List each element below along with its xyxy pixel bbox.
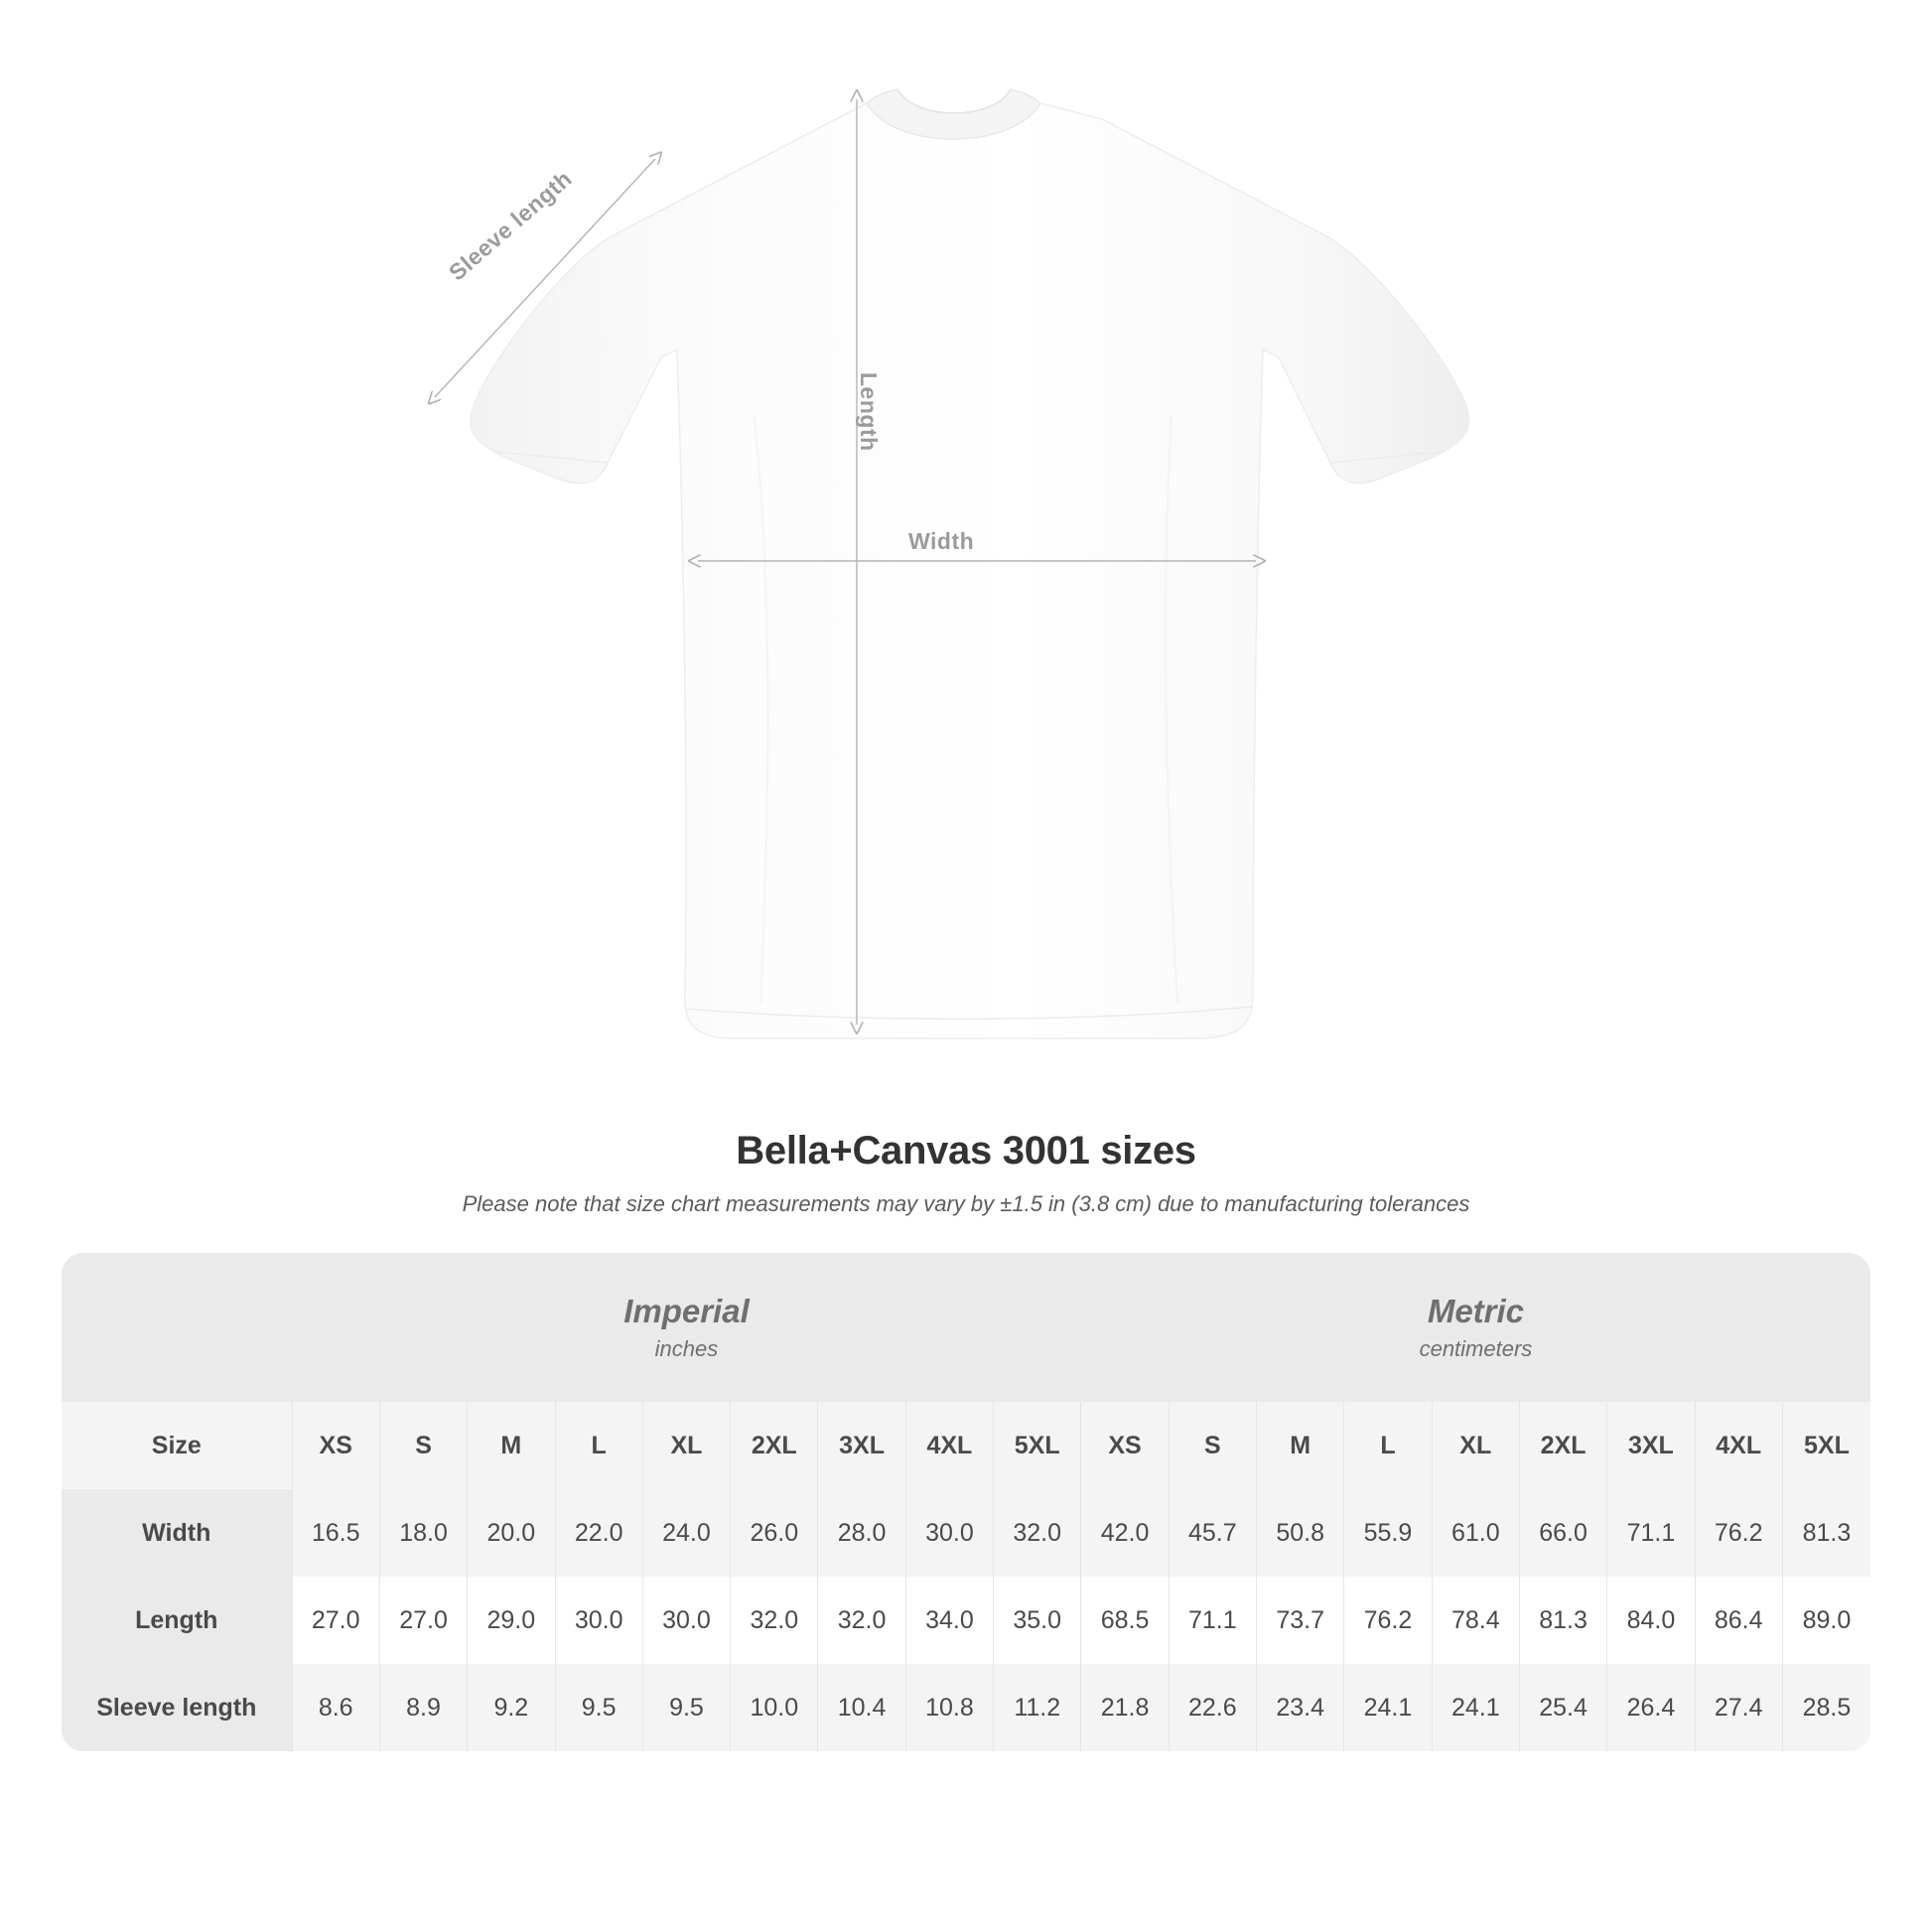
width-5xl-imp: 32.0 [994, 1489, 1081, 1577]
width-4xl-imp: 30.0 [905, 1489, 993, 1577]
size-header-2xl-imp: 2XL [731, 1402, 818, 1489]
sleeve-3xl-met: 26.4 [1607, 1664, 1695, 1751]
sleeve-4xl-imp: 10.8 [905, 1664, 993, 1751]
size-header-3xl-met: 3XL [1607, 1402, 1695, 1489]
size-header-l-imp: L [555, 1402, 642, 1489]
length-5xl-met: 89.0 [1782, 1577, 1870, 1664]
unit-metric-name: Metric [1427, 1293, 1525, 1330]
sleeve-m-met: 23.4 [1257, 1664, 1344, 1751]
sleeve-s-imp: 8.9 [379, 1664, 467, 1751]
row-label-length: Length [135, 1605, 218, 1634]
length-s-met: 71.1 [1169, 1577, 1256, 1664]
width-xs-imp: 16.5 [292, 1489, 379, 1577]
width-m-imp: 20.0 [468, 1489, 555, 1577]
size-header-4xl-met: 4XL [1695, 1402, 1782, 1489]
width-xl-met: 61.0 [1432, 1489, 1519, 1577]
length-4xl-met: 86.4 [1695, 1577, 1782, 1664]
unit-metric-sub: centimeters [1419, 1335, 1533, 1361]
width-2xl-met: 66.0 [1519, 1489, 1606, 1577]
size-header-m-met: M [1257, 1402, 1344, 1489]
width-5xl-met: 81.3 [1782, 1489, 1870, 1577]
length-xl-met: 78.4 [1432, 1577, 1519, 1664]
length-xl-imp: 30.0 [642, 1577, 730, 1664]
unit-imperial-name: Imperial [623, 1293, 750, 1330]
length-5xl-imp: 35.0 [994, 1577, 1081, 1664]
length-m-imp: 29.0 [468, 1577, 555, 1664]
sleeve-3xl-imp: 10.4 [818, 1664, 905, 1751]
unit-imperial [292, 1253, 1081, 1402]
size-header-xl-met: XL [1432, 1402, 1519, 1489]
width-l-imp: 22.0 [555, 1489, 642, 1577]
size-header-2xl-met: 2XL [1519, 1402, 1606, 1489]
unit-metric [1081, 1253, 1870, 1402]
sleeve-5xl-imp: 11.2 [994, 1664, 1081, 1751]
sleeve-2xl-met: 25.4 [1519, 1664, 1606, 1751]
table-row [62, 1489, 1870, 1577]
width-label: Width [908, 528, 975, 554]
size-header-3xl-imp: 3XL [818, 1402, 905, 1489]
length-s-imp: 27.0 [379, 1577, 467, 1664]
length-l-imp: 30.0 [555, 1577, 642, 1664]
width-l-met: 55.9 [1344, 1489, 1432, 1577]
length-3xl-met: 84.0 [1607, 1577, 1695, 1664]
row-label-width: Width [142, 1518, 211, 1547]
length-2xl-imp: 32.0 [731, 1577, 818, 1664]
sleeve-xl-met: 24.1 [1432, 1664, 1519, 1751]
size-header-5xl-imp: 5XL [994, 1402, 1081, 1489]
sleeve-xs-met: 21.8 [1081, 1664, 1169, 1751]
sleeve-m-imp: 9.2 [468, 1664, 555, 1751]
width-s-met: 45.7 [1169, 1489, 1256, 1577]
title-block [0, 1129, 1932, 1217]
shirt-shape [471, 89, 1469, 1038]
length-label: Length [856, 372, 882, 452]
sleeve-4xl-met: 27.4 [1695, 1664, 1782, 1751]
size-header-label: Size [62, 1402, 292, 1489]
width-3xl-imp: 28.0 [818, 1489, 905, 1577]
unit-imperial-sub: inches [654, 1335, 719, 1361]
row-label-sleeve-length: Sleeve length [96, 1693, 257, 1722]
size-header-s-met: S [1169, 1402, 1256, 1489]
width-m-met: 50.8 [1257, 1489, 1344, 1577]
length-xs-met: 68.5 [1081, 1577, 1169, 1664]
size-header-xs-imp: XS [292, 1402, 379, 1489]
sleeve-2xl-imp: 10.0 [731, 1664, 818, 1751]
size-header-l-met: L [1344, 1402, 1432, 1489]
size-header-m-imp: M [468, 1402, 555, 1489]
width-xl-imp: 24.0 [642, 1489, 730, 1577]
length-l-met: 76.2 [1344, 1577, 1432, 1664]
size-table [62, 1253, 1870, 1751]
size-header-row [62, 1402, 1870, 1489]
length-3xl-imp: 32.0 [818, 1577, 905, 1664]
width-3xl-met: 71.1 [1607, 1489, 1695, 1577]
width-2xl-imp: 26.0 [731, 1489, 818, 1577]
sleeve-s-met: 22.6 [1169, 1664, 1256, 1751]
width-4xl-met: 76.2 [1695, 1489, 1782, 1577]
size-header-xl-imp: XL [642, 1402, 730, 1489]
tolerance-note: Please note that size chart measurements may vary by ±1.5 in (3.8 cm) due to manufacturing tolerances [462, 1191, 1470, 1216]
size-header-xs-met: XS [1081, 1402, 1169, 1489]
sleeve-length-label: Sleeve length [444, 165, 577, 286]
size-header-4xl-imp: 4XL [905, 1402, 993, 1489]
sleeve-5xl-met: 28.5 [1782, 1664, 1870, 1751]
sleeve-l-met: 24.1 [1344, 1664, 1432, 1751]
length-2xl-met: 81.3 [1519, 1577, 1606, 1664]
width-xs-met: 42.0 [1081, 1489, 1169, 1577]
sleeve-l-imp: 9.5 [555, 1664, 642, 1751]
length-xs-imp: 27.0 [292, 1577, 379, 1664]
size-header-5xl-met: 5XL [1782, 1402, 1870, 1489]
page-title: Bella+Canvas 3001 sizes [736, 1129, 1196, 1173]
width-s-imp: 18.0 [379, 1489, 467, 1577]
unit-spacer [62, 1253, 292, 1402]
table-row [62, 1664, 1870, 1751]
sleeve-xs-imp: 8.6 [292, 1664, 379, 1751]
length-m-met: 73.7 [1257, 1577, 1344, 1664]
size-header-s-imp: S [379, 1402, 467, 1489]
size-table-wrapper [62, 1253, 1870, 1751]
table-row [62, 1577, 1870, 1664]
unit-header-row [62, 1253, 1870, 1402]
sleeve-xl-imp: 9.5 [642, 1664, 730, 1751]
length-4xl-imp: 34.0 [905, 1577, 993, 1664]
